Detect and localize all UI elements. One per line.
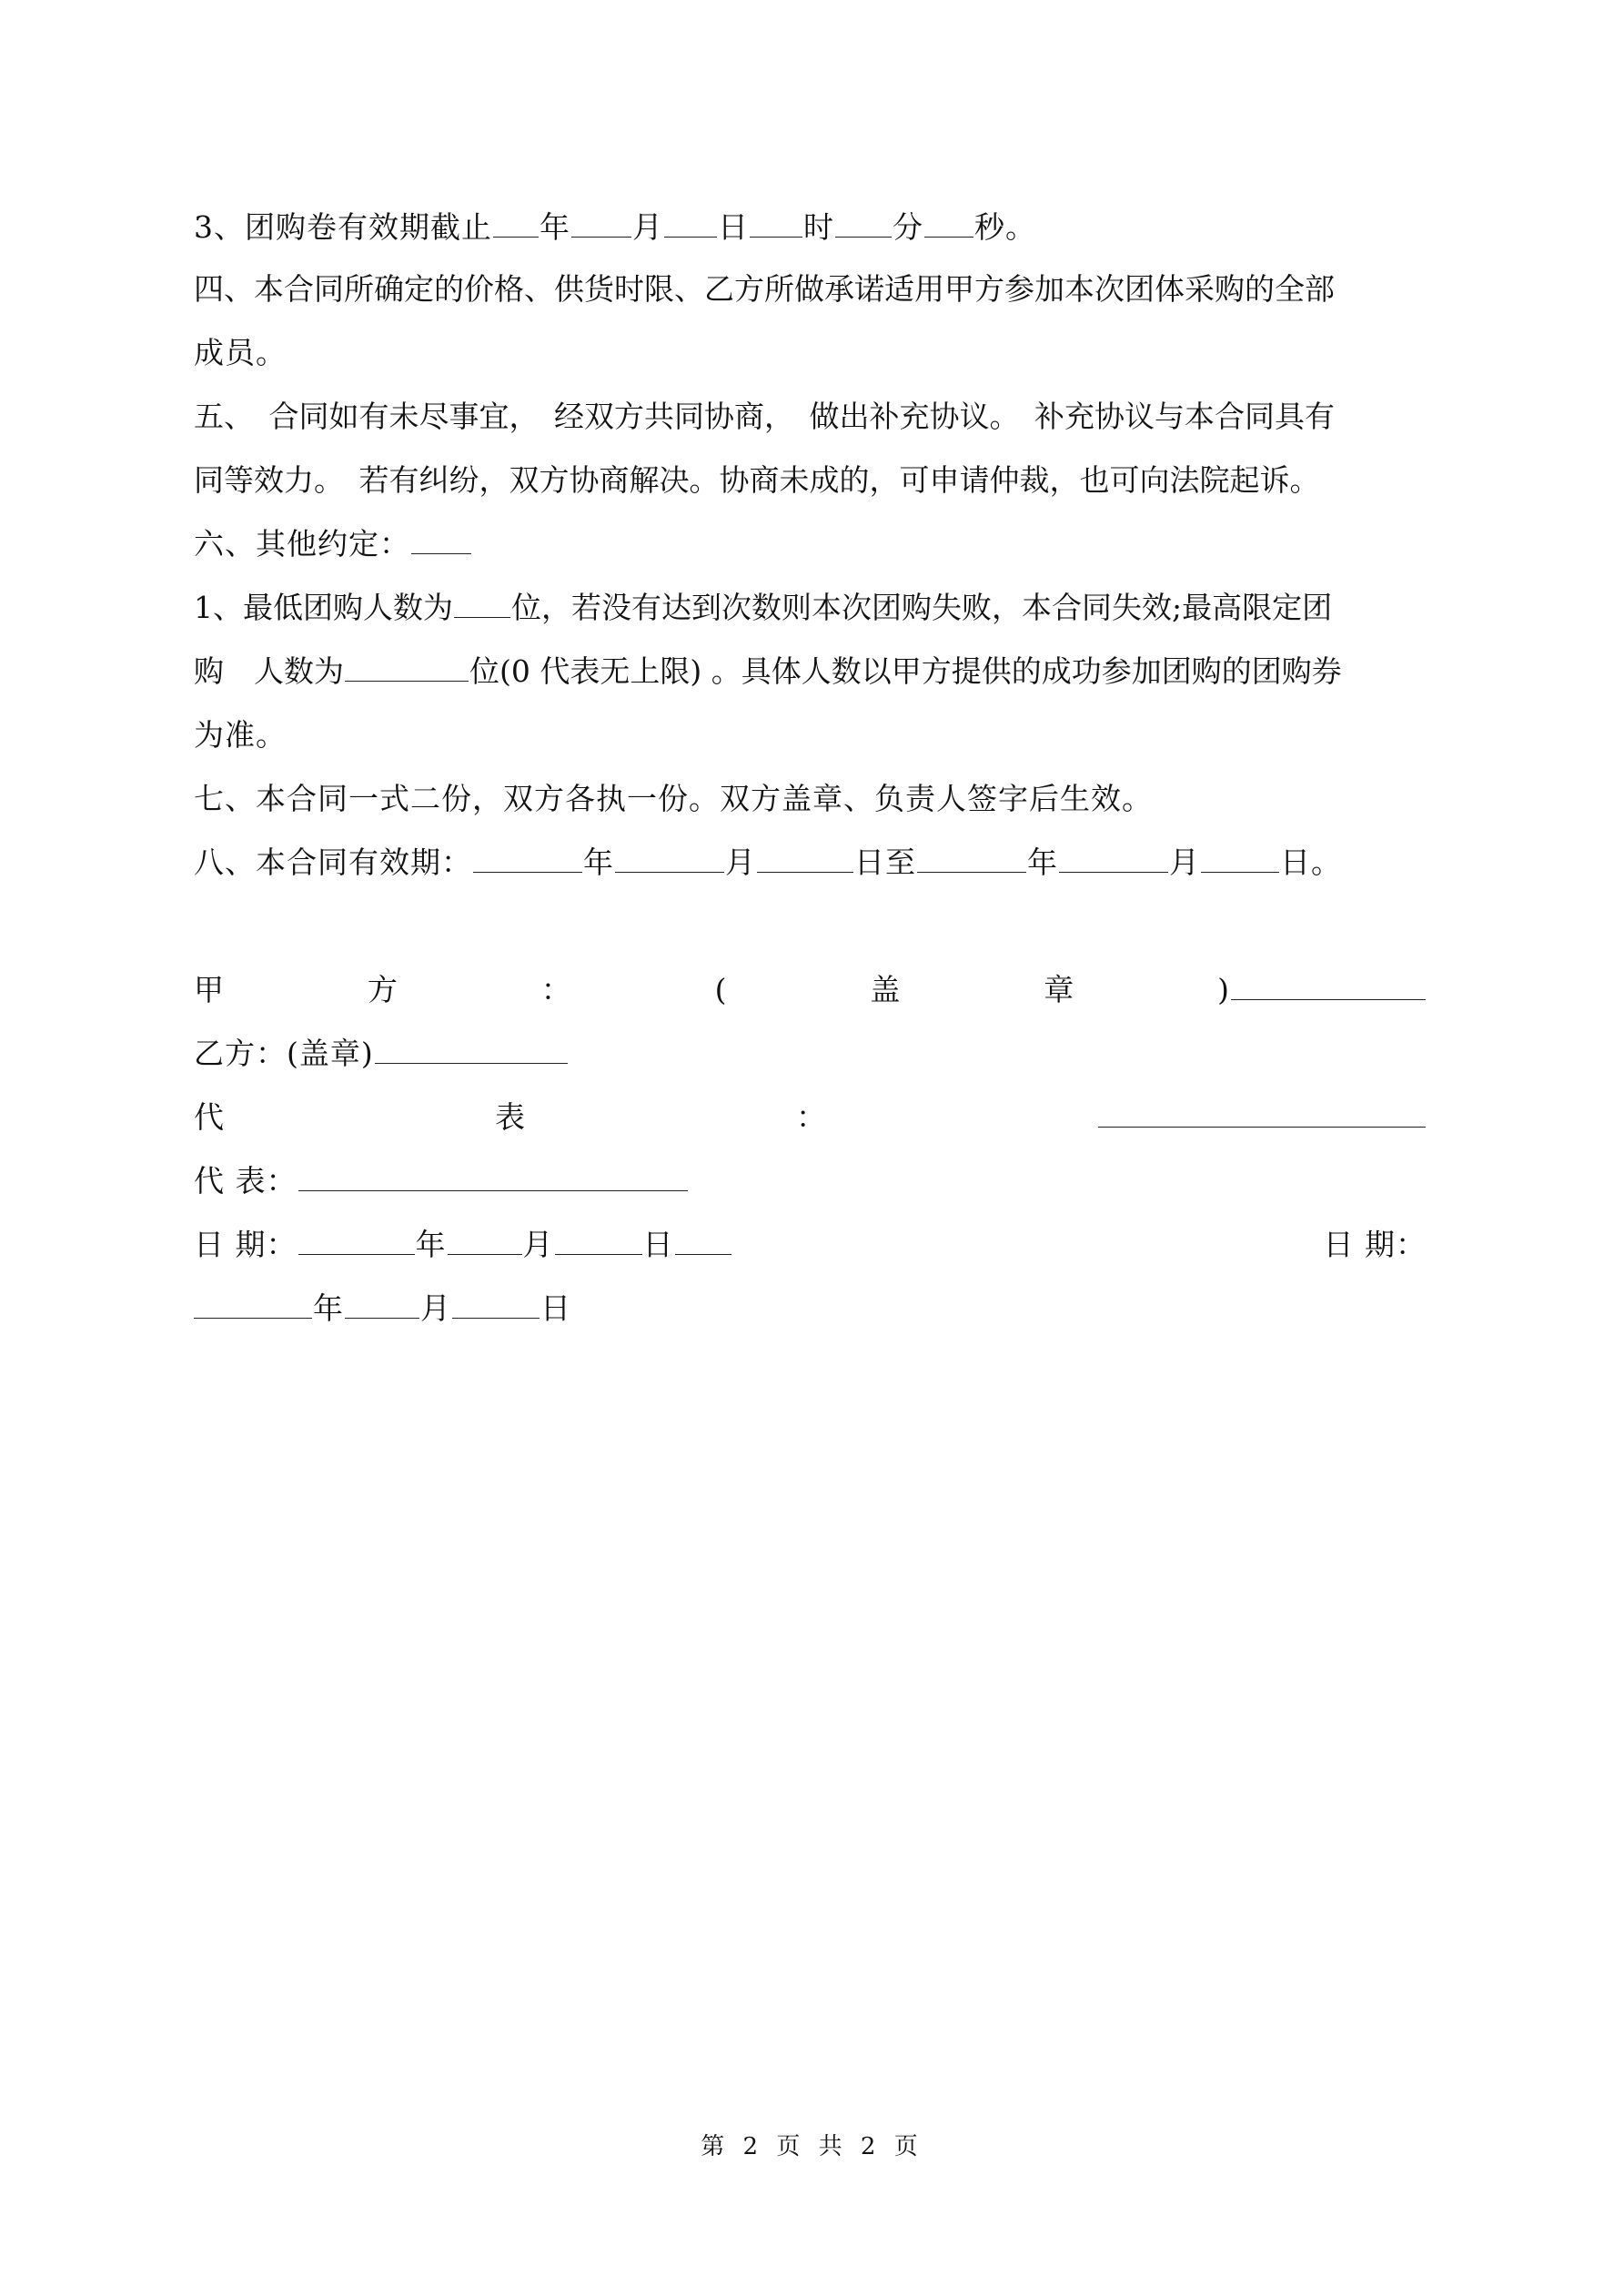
start-month-blank [615,845,724,873]
minute-unit: 分 [893,209,923,245]
max-participants-blank [345,653,469,682]
clause-6-1-line-3: 为准。 [194,717,287,753]
party-a-year-unit: 年 [415,1227,447,1262]
clause-8-validity [194,843,1427,883]
party-a-date-label: 日 期： [194,1227,298,1262]
clause-7-copies: 七、本合同一式二份，双方各执一份。双方盖章、负责人签字后生效。 [194,781,1153,816]
party-b-year-blank [194,1290,312,1319]
end-month-unit: 月 [1169,845,1200,880]
party-a-year-blank [298,1227,415,1255]
party-b-seal-line [194,1034,1427,1074]
end-day-unit: 日。 [1280,845,1342,880]
party-a-seal-blank [1231,972,1426,1000]
party-a-seal-end [1217,970,1427,1010]
start-year-unit: 年 [583,845,614,880]
party-a-day-blank [555,1227,642,1255]
end-day-blank [1201,845,1279,873]
year-blank [493,209,539,238]
clause-5-line-2: 同等效力。 若有纠纷，双方协商解决。协商未成的，可申请仲裁，也可向法院起诉。 [194,462,1320,498]
party-a-month-blank [448,1227,522,1255]
party-b-seal-blank [375,1036,568,1064]
party-a-representative-blank [1098,1099,1426,1128]
clause-6-label: 六、其他约定： [194,526,410,561]
end-year-blank [917,845,1026,873]
clause-6-1-line-1 [194,588,1427,628]
day-blank [664,209,717,238]
rep-a-char: 表 [495,1099,526,1135]
page-number-footer: 第 2 页 共 2 页 [701,2133,923,2160]
party-b-representative-blank [298,1163,688,1191]
second-blank [924,209,973,238]
party-b-day-blank [452,1290,540,1319]
party-a-char: 盖 [870,972,902,1007]
party-a-char: 方 [367,972,398,1007]
party-a-char: 章 [1044,972,1075,1007]
party-b-date-label: 日 期： [1323,1227,1427,1262]
month-blank [571,209,631,238]
rep-a-char: 代 [194,1099,225,1135]
other-terms-blank [411,526,471,554]
second-unit: 秒。 [974,209,1036,245]
min-participants-text: 位，若没有达到次数则本次团购失败，本合同失效;最高限定团 [511,590,1333,625]
min-participants-blank [454,590,510,618]
party-a-seal-line [194,970,1427,1010]
start-day-blank [757,845,853,873]
clause-6-1-line-2 [194,652,1427,692]
day-unit: 日 [718,209,749,245]
party-b-representative-line [194,1161,1427,1201]
max-participants-label: 购 人数为 [194,653,344,689]
rep-a-char: ： [796,1099,827,1135]
min-participants-label: 1、最低团购人数为 [194,590,453,625]
party-b-year-unit: 年 [313,1290,344,1326]
party-b-date-values [194,1289,1427,1329]
party-b-day-unit: 日 [540,1290,571,1326]
hour-unit: 时 [803,209,834,245]
clause-5-line-1: 五、 合同如有未尽事宜， 经双方共同协商， 做出补充协议。 补充协议与本合同具有 [194,399,1335,434]
end-month-blank [1059,845,1168,873]
party-a-date [194,1225,732,1265]
party-a-month-unit: 月 [522,1227,554,1262]
start-year-blank [473,845,582,873]
party-a-char: ) [1217,972,1230,1007]
party-b-month-unit: 月 [420,1290,451,1326]
party-b-month-blank [345,1290,419,1319]
clause-3-expiry [194,207,1427,248]
hour-blank [750,209,802,238]
start-month-unit: 月 [725,845,756,880]
start-day-unit: 日至 [854,845,916,880]
clause-6-other-terms [194,524,1427,564]
max-participants-text: 位(0 代表无上限) 。具体人数以甲方提供的成功参加团购的团购券 [469,653,1342,689]
date-line [194,1225,1427,1265]
party-a-trailing-blank [675,1227,731,1255]
party-a-char: ( [714,972,728,1007]
month-unit: 月 [632,209,663,245]
validity-label: 八、本合同有效期： [194,845,472,880]
year-unit: 年 [540,209,570,245]
clause-3-prefix: 3、团购卷有效期截止 [194,209,492,245]
party-a-char: 甲 [194,972,225,1007]
end-year-unit: 年 [1027,845,1058,880]
party-b-seal-label: 乙方：(盖章) [194,1036,374,1071]
minute-blank [835,209,892,238]
party-b-representative-label: 代 表： [194,1163,298,1199]
clause-4-line-2: 成员。 [194,335,287,370]
clause-4-line-1: 四、本合同所确定的价格、供货时限、乙方所做承诺适用甲方参加本次团体采购的全部 [194,271,1335,307]
party-a-day-unit: 日 [642,1227,674,1262]
party-a-char: ： [540,972,572,1007]
party-a-representative-line [194,1097,1427,1138]
